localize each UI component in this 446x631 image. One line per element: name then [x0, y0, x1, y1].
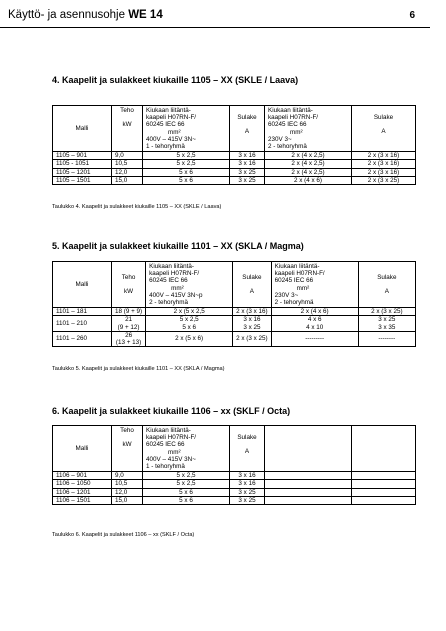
cell-line: (9 + 12) [117, 323, 140, 331]
cell-line: 3 x 16 [243, 316, 261, 324]
col-cable-2-stack [275, 263, 355, 306]
col-fuse-2-stack [355, 114, 412, 135]
col-cable-2 [271, 262, 358, 308]
cell-malli: 1101 – 260 [53, 331, 112, 346]
cell-fuse-1: 3 x 25 [230, 176, 265, 184]
cable-head-line: 1 - tehoryhmä [146, 463, 185, 471]
col-fuse-2-stack [362, 274, 412, 295]
table-row [53, 160, 416, 168]
col-fuse-1-stack [233, 434, 261, 455]
empty-cell [265, 496, 352, 504]
cell-malli: 1106 – 1050 [53, 480, 112, 488]
cell-fuse-1-stack [236, 316, 268, 330]
cell-fuse-1: 3 x 25 [230, 168, 265, 176]
cell-fuse-1: 3 x 16 [230, 152, 265, 160]
cable-head-line: 2 - tehoryhmä [149, 299, 188, 307]
cell-teho: 15,0 [112, 176, 143, 184]
cell-teho: 10,5 [112, 480, 143, 488]
cell-teho [112, 331, 146, 346]
col-teho-label: Teho [120, 107, 134, 114]
fuse-head-unit: A [244, 128, 250, 136]
page-number: 6 [409, 10, 415, 21]
table-row [53, 488, 416, 496]
table-row [53, 331, 416, 346]
cell-cable-2: 2 x (4 x 6) [265, 176, 352, 184]
cell-cable-2: 2 x (4 x 2,5) [265, 160, 352, 168]
cable-head-line: 2 - tehoryhmä [274, 299, 314, 307]
col-teho [112, 106, 143, 152]
cable-head-line: Kiukaan liitäntä- [274, 263, 320, 270]
table-4-header [53, 106, 416, 152]
cell-teho: 12,0 [112, 488, 143, 496]
col-teho-label: Teho [120, 427, 134, 434]
table-6 [52, 425, 416, 505]
cable-head-line: 400V – 415V 3N~p [149, 291, 203, 299]
section-5-title: 5. Kaapelit ja sulakkeet kiukaille 1101 – XX (SKLA / Magma) [52, 241, 304, 251]
col-cable-1-stack [149, 263, 229, 306]
cell-cable-1: 2 x (5 x 6) [146, 331, 233, 346]
cable-head-unit: mm² [168, 128, 181, 136]
cable-head-unit: mm² [171, 284, 184, 292]
empty-cell [352, 496, 416, 504]
cell-teho-stack [115, 332, 142, 346]
cable-head-line: 230V 3~ [268, 135, 292, 143]
col-teho-stack [115, 274, 142, 295]
cell-teho [112, 316, 146, 331]
cell-fuse-2: -------- [358, 331, 415, 346]
cell-fuse-1: 3 x 16 [230, 160, 265, 168]
cell-cable-1: 5 x 2,5 [143, 152, 230, 160]
cell-cable-1-stack [149, 316, 229, 330]
cell-line: 21 [125, 316, 133, 324]
table-row [53, 480, 416, 488]
cell-malli: 1105 – 901 [53, 152, 112, 160]
cell-teho: 18 (9 + 9) [112, 308, 146, 316]
cell-cable-1: 5 x 6 [143, 496, 230, 504]
cell-cable-1: 5 x 6 [143, 168, 230, 176]
col-cable-1-stack [146, 427, 226, 470]
cell-cable-2 [271, 316, 358, 331]
cell-line: 5 x 2,5 [179, 316, 199, 324]
cable-head-line: 400V – 415V 3N~ [146, 135, 196, 143]
cable-head-line: Kiukaan liitäntä- [146, 427, 191, 434]
cell-malli: 1105 – 1501 [53, 176, 112, 184]
cell-cable-1: 2 x (5 x 2,5 [146, 308, 233, 316]
cell-teho: 9,0 [112, 472, 143, 480]
fuse-head-unit: A [384, 288, 389, 296]
cell-malli: 1106 – 901 [53, 472, 112, 480]
col-teho [112, 262, 146, 308]
cable-head-unit: mm² [290, 128, 303, 136]
cell-fuse-1: 3 x 16 [230, 472, 265, 480]
col-fuse-1 [233, 262, 272, 308]
cable-head-line: kaapeli H07RN-F/ [146, 434, 197, 442]
table-6-caption: Taulukko 6. Kaapelit ja sulakkeet 1106 – xx (SKLF / Octa) [52, 532, 195, 538]
header-model: WE 14 [128, 9, 163, 21]
table-row [53, 472, 416, 480]
cable-head-line: kaapeli H07RN-F/ [146, 114, 197, 122]
empty-cell [352, 426, 416, 472]
empty-cell [352, 488, 416, 496]
section-4-title: 4. Kaapelit ja sulakkeet kiukaille 1105 – XX (SKLE / Laava) [52, 75, 299, 85]
cable-head-line: 60245 IEC 66 [149, 277, 188, 285]
cell-fuse-2: 2 x (3 x 25) [358, 308, 415, 316]
cable-head-line: 2 - tehoryhmä [268, 143, 307, 151]
cable-head-line: 60245 IEC 66 [274, 277, 314, 285]
header-title: Käyttö- ja asennusohje [8, 9, 125, 21]
col-cable-2 [265, 106, 352, 152]
fuse-head-unit: A [381, 128, 386, 136]
cable-head-line: Kiukaan liitäntä- [268, 107, 313, 114]
col-fuse-1 [230, 426, 265, 472]
cell-fuse-2: 2 x (3 x 16) [352, 152, 416, 160]
fuse-head-label: Sulake [237, 434, 257, 441]
cable-head-unit: mm² [296, 284, 310, 292]
table-row [53, 176, 416, 184]
cell-line: 4 x 10 [306, 323, 324, 331]
table-row [53, 496, 416, 504]
cell-teho: 12,0 [112, 168, 143, 176]
cable-head-line: kaapeli H07RN-F/ [274, 270, 325, 278]
fuse-head-label: Sulake [242, 273, 262, 281]
empty-cell [352, 472, 416, 480]
col-cable-1 [146, 262, 233, 308]
col-malli: Malli [53, 426, 112, 472]
table-row [53, 152, 416, 160]
cell-fuse-1: 2 x (3 x 25) [233, 331, 272, 346]
cell-line: 4 x 6 [307, 316, 322, 324]
col-malli: Malli [53, 106, 112, 152]
fuse-head-label: Sulake [237, 114, 257, 121]
header-divider [0, 27, 430, 28]
empty-cell [265, 426, 352, 472]
cell-line: 5 x 6 [182, 323, 196, 331]
cell-cable-2: 2 x (4 x 6) [271, 308, 358, 316]
col-fuse-2 [358, 262, 415, 308]
col-teho-label: Teho [121, 273, 136, 281]
cable-head-line: Kiukaan liitäntä- [146, 107, 191, 114]
cell-fuse-2 [358, 316, 415, 331]
cell-cable-2: 2 x (4 x 2,5) [265, 152, 352, 160]
cell-cable-1 [146, 316, 233, 331]
col-teho-unit: kW [122, 441, 132, 449]
document-header [8, 9, 163, 21]
cell-teho-stack [115, 316, 142, 330]
cable-head-line: 60245 IEC 66 [146, 441, 185, 449]
table-4-caption: Taulukko 4. Kaapelit ja sulakkeet kiukaille 1105 – XX (SKLE / Laava) [52, 204, 222, 210]
cable-head-unit: mm² [168, 448, 181, 456]
section-6-title: 6. Kaapelit ja sulakkeet kiukaille 1106 – xx (SKLF / Octa) [52, 406, 291, 416]
cell-fuse-1: 3 x 25 [230, 488, 265, 496]
table-row [53, 316, 416, 331]
cell-fuse-2: 2 x (3 x 16) [352, 168, 416, 176]
col-cable-1 [143, 106, 230, 152]
fuse-head-unit: A [249, 288, 254, 296]
table-row [53, 308, 416, 316]
col-fuse-1-stack [236, 274, 268, 295]
cable-head-line: 230V 3~ [274, 291, 299, 299]
cell-line: (13 + 13) [115, 339, 142, 347]
cell-malli: 1106 – 1201 [53, 488, 112, 496]
col-teho [112, 426, 143, 472]
empty-cell [265, 488, 352, 496]
cell-teho: 15,0 [112, 496, 143, 504]
col-cable-2-stack [268, 107, 348, 150]
fuse-head-label: Sulake [373, 114, 394, 121]
col-fuse-1-stack [233, 114, 261, 135]
col-teho-unit: kW [122, 121, 132, 129]
table-5-header [53, 262, 416, 308]
cell-cable-2-stack [275, 316, 355, 330]
cell-line: 26 [125, 331, 133, 339]
table-6-header [53, 426, 416, 472]
cell-fuse-2: 2 x (3 x 25) [352, 176, 416, 184]
empty-cell [265, 480, 352, 488]
cell-malli: 1101 – 210 [53, 316, 112, 331]
cell-line: 3 x 35 [378, 323, 396, 331]
cell-cable-1: 5 x 6 [143, 176, 230, 184]
col-cable-1 [143, 426, 230, 472]
cell-fuse-1: 2 x (3 x 16) [233, 308, 272, 316]
cell-fuse-1: 3 x 16 [230, 480, 265, 488]
fuse-head-unit: A [244, 448, 250, 456]
empty-cell [352, 480, 416, 488]
cell-cable-1: 5 x 2,5 [143, 472, 230, 480]
cable-head-line: 400V – 415V 3N~ [146, 455, 196, 463]
cell-teho: 10,5 [112, 160, 143, 168]
cell-cable-1: 5 x 2,5 [143, 160, 230, 168]
fuse-head-label: Sulake [377, 273, 397, 281]
cell-cable-2: 2 x (4 x 2,5) [265, 168, 352, 176]
cell-cable-1: 5 x 6 [143, 488, 230, 496]
col-teho-stack [115, 107, 139, 128]
cable-head-line: 1 - tehoryhmä [146, 143, 185, 151]
cell-fuse-1: 3 x 25 [230, 496, 265, 504]
col-teho-stack [115, 427, 139, 448]
cell-fuse-2-stack [362, 316, 412, 330]
cable-head-line: 60245 IEC 66 [268, 121, 307, 129]
empty-cell [265, 472, 352, 480]
cell-cable-2: --------- [271, 331, 358, 346]
cell-line: 3 x 25 [243, 323, 261, 331]
table-row [53, 168, 416, 176]
cell-malli: 1101 – 181 [53, 308, 112, 316]
cell-malli: 1106 – 1501 [53, 496, 112, 504]
col-fuse-1 [230, 106, 265, 152]
cell-malli: 1105 – 1201 [53, 168, 112, 176]
cable-head-line: 60245 IEC 66 [146, 121, 185, 129]
cell-cable-1: 5 x 2,5 [143, 480, 230, 488]
table-4 [52, 105, 416, 185]
col-malli: Malli [53, 262, 112, 308]
col-fuse-2 [352, 106, 416, 152]
cell-malli: 1105 - 1051 [53, 160, 112, 168]
table-5 [52, 261, 416, 347]
cable-head-line: kaapeli H07RN-F/ [268, 114, 319, 122]
col-cable-1-stack [146, 107, 226, 150]
col-teho-unit: kW [124, 288, 134, 296]
cable-head-line: kaapeli H07RN-F/ [149, 270, 200, 278]
cell-fuse-1 [233, 316, 272, 331]
cell-line: 3 x 25 [378, 316, 396, 324]
table-5-caption: Taulukko 5. Kaapelit ja sulakkeet kiukaille 1101 – XX (SKLA / Magma) [52, 366, 225, 372]
cell-fuse-2: 2 x (3 x 16) [352, 160, 416, 168]
cell-teho: 9,0 [112, 152, 143, 160]
cable-head-line: Kiukaan liitäntä- [149, 263, 194, 270]
